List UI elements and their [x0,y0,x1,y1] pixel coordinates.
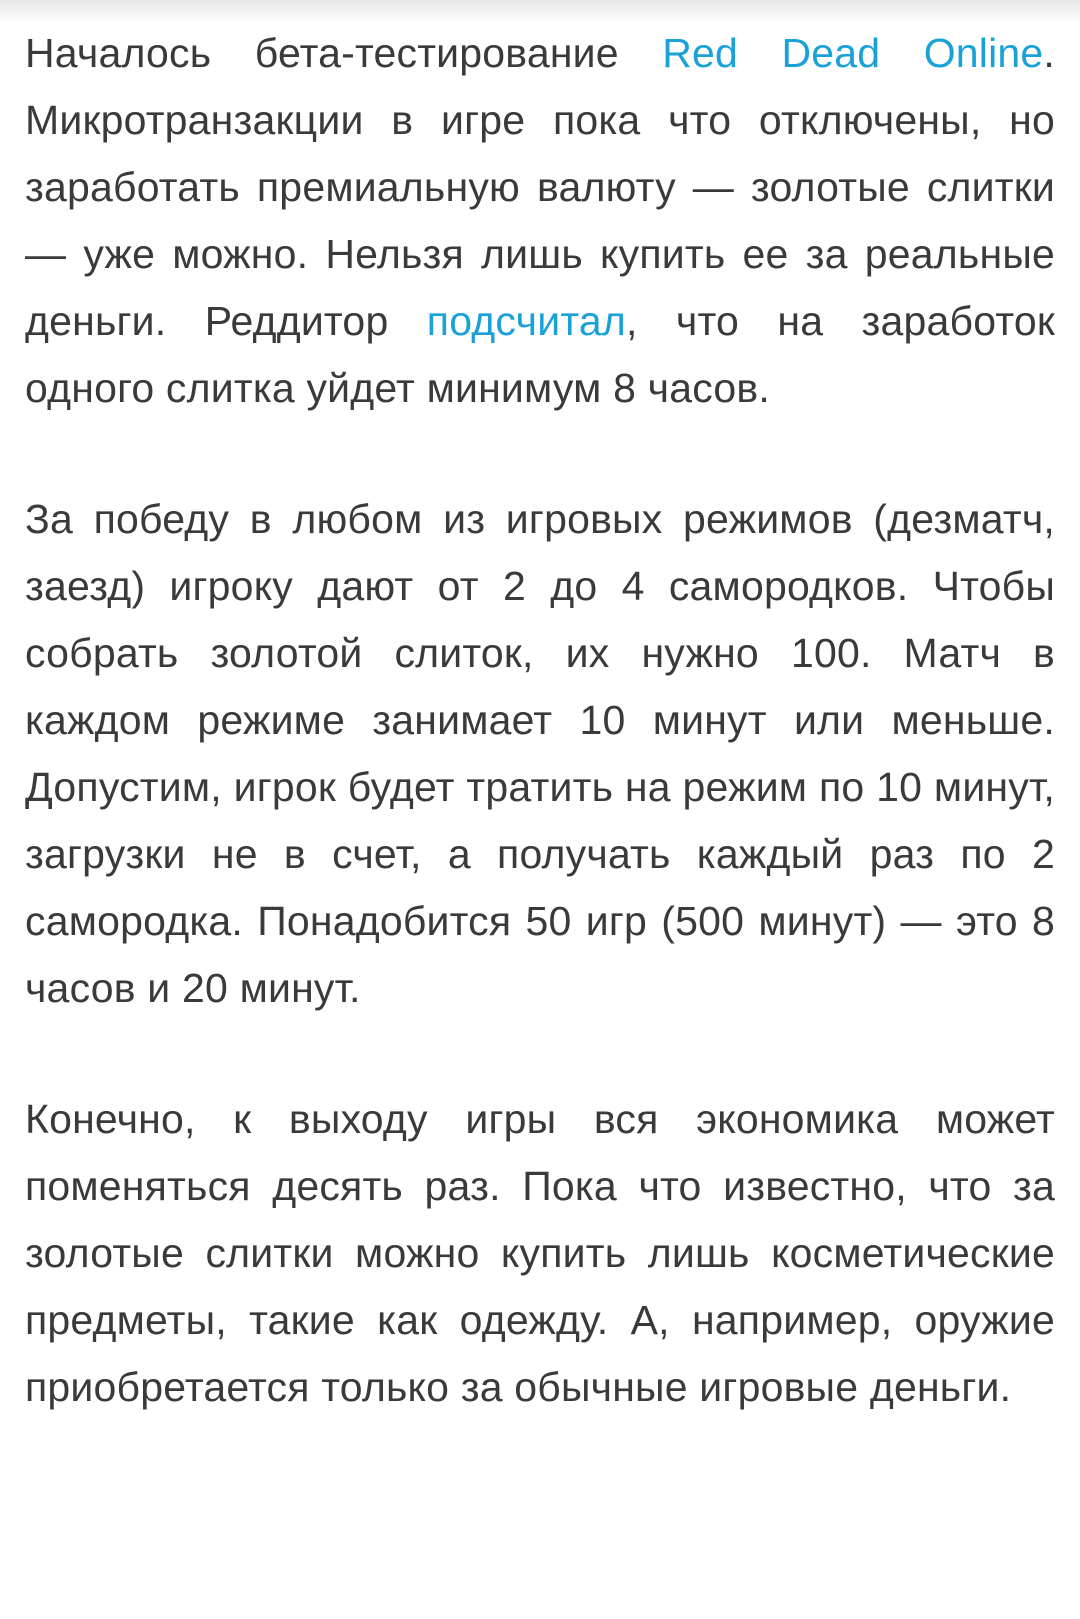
paragraph-3: Конечно, к выходу игры вся экономика может поменяться десять раз. Пока что известно, что за золотые слитки можно купить лишь косметические предметы, такие как одежду. А, например, оружие приобретается только за обычные игровые деньги. [25,1096,1055,1410]
red-dead-online-link[interactable]: Red Dead Online [662,30,1044,76]
paragraph-1-text-2: . Микротранзакции в игре пока что отключены, но заработать премиальную валюту — золотые слитки — уже можно. Нельзя лишь купить ее за реальные деньги. Реддитор [25,30,1056,344]
article-body [25,20,1055,1485]
top-shadow [0,0,1080,22]
paragraph-1-text-1: Началось бета-тестирование [25,30,663,76]
paragraph-2: За победу в любом из игровых режимов (дезматч, заезд) игроку дают от 2 до 4 самородков. Чтобы собрать золотой слиток, их нужно 100. Матч в каждом режиме занимает 10 минут или меньше. Допустим, игрок будет тратить на режим по 10 минут, загрузки не в счет, а получать каждый раз по 2 самородка. Понадобится 50 игр (500 минут) — это 8 часов и 20 минут. [25,496,1055,1011]
paragraph-1-text-3: , что на заработок одного слитка уйдет минимум 8 часов. [25,298,1055,411]
paragraph-1 [25,20,1055,422]
calculated-link[interactable]: подсчитал [426,298,626,344]
